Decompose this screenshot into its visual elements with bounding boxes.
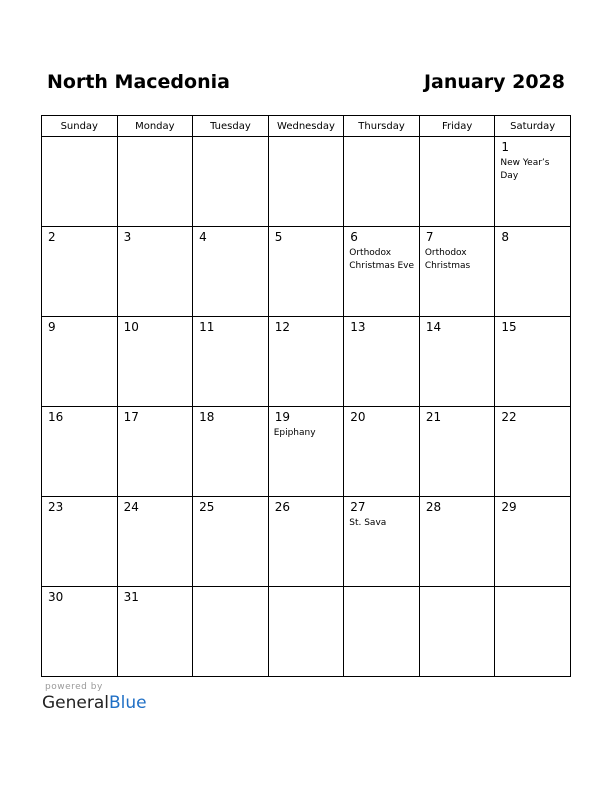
day-cell (42, 587, 118, 677)
day-cell (117, 227, 193, 317)
day-cell (42, 227, 118, 317)
day-number: 8 (501, 230, 510, 244)
day-cell (344, 407, 420, 497)
day-number: 27 (350, 500, 366, 514)
day-cell (42, 317, 118, 407)
day-cell (419, 587, 495, 677)
country-title: North Macedonia (47, 71, 230, 93)
week-row (42, 137, 571, 227)
week-row (42, 587, 571, 677)
day-cell (193, 587, 269, 677)
week-row (42, 227, 571, 317)
day-cell (193, 317, 269, 407)
day-number: 13 (350, 320, 366, 334)
day-cell (193, 137, 269, 227)
day-number: 4 (199, 230, 207, 244)
day-number: 31 (123, 590, 139, 604)
weekday-header: Monday (117, 116, 193, 137)
day-cell (344, 497, 420, 587)
holiday-label: St. Sava (349, 518, 387, 528)
day-cell (495, 497, 571, 587)
day-cell (117, 317, 193, 407)
day-cell (268, 137, 344, 227)
day-cell (193, 497, 269, 587)
day-cell (419, 407, 495, 497)
day-number: 29 (501, 500, 517, 514)
day-cell (268, 407, 344, 497)
day-number: 15 (501, 320, 517, 334)
weekday-header: Wednesday (268, 116, 344, 137)
day-cell (117, 497, 193, 587)
weekday-header: Tuesday (193, 116, 269, 137)
day-cell (193, 407, 269, 497)
day-cell (42, 497, 118, 587)
holiday-label: Orthodox Christmas Eve (349, 248, 415, 271)
day-cell (268, 317, 344, 407)
day-number: 28 (425, 500, 442, 514)
day-number: 10 (123, 320, 139, 334)
day-cell (419, 227, 495, 317)
day-cell (193, 227, 269, 317)
day-number: 5 (274, 230, 283, 244)
holiday-label: Orthodox Christmas (424, 248, 471, 271)
day-cell (495, 317, 571, 407)
weekday-header: Friday (419, 116, 495, 137)
weekday-header: Thursday (344, 116, 420, 137)
day-cell (344, 317, 420, 407)
day-number: 6 (350, 230, 358, 244)
powered-by-label: powered by (45, 682, 103, 692)
day-cell (42, 137, 118, 227)
day-number: 2 (48, 230, 56, 244)
day-cell (495, 137, 571, 227)
weekday-header-row (42, 116, 571, 137)
month-year-title: January 2028 (423, 71, 565, 93)
day-number: 23 (48, 500, 64, 514)
weekday-header: Sunday (42, 116, 118, 137)
holiday-label: Epiphany (273, 428, 316, 438)
day-cell (344, 587, 420, 677)
day-number: 22 (501, 410, 517, 424)
brand-blue-text: Blue (109, 693, 147, 713)
day-number: 14 (425, 320, 442, 334)
day-cell (495, 227, 571, 317)
week-row (42, 497, 571, 587)
day-number: 24 (123, 500, 139, 514)
holiday-label: New Year’s Day (500, 158, 550, 181)
day-cell (268, 227, 344, 317)
day-number: 19 (274, 410, 290, 424)
week-row (42, 407, 571, 497)
day-number: 7 (425, 230, 434, 244)
day-number: 30 (48, 590, 64, 604)
day-cell (419, 317, 495, 407)
day-number: 18 (199, 410, 215, 424)
day-number: 25 (199, 500, 215, 514)
day-number: 3 (123, 230, 132, 244)
day-cell (117, 587, 193, 677)
day-cell (419, 497, 495, 587)
day-cell (495, 587, 571, 677)
day-number: 12 (274, 320, 290, 334)
weekday-header: Saturday (495, 116, 571, 137)
day-cell (268, 497, 344, 587)
day-cell (117, 137, 193, 227)
generalblue-logo[interactable] (42, 693, 147, 713)
day-cell (268, 587, 344, 677)
day-number: 11 (199, 320, 215, 334)
calendar-grid (41, 115, 571, 677)
day-cell (419, 137, 495, 227)
day-number: 20 (350, 410, 366, 424)
day-number: 21 (425, 410, 442, 424)
day-number: 26 (274, 500, 290, 514)
day-cell (344, 227, 420, 317)
day-cell (42, 407, 118, 497)
day-cell (117, 407, 193, 497)
day-number: 9 (48, 320, 56, 334)
week-row (42, 317, 571, 407)
day-number: 16 (48, 410, 64, 424)
day-cell (495, 407, 571, 497)
day-cell (344, 137, 420, 227)
day-number: 17 (123, 410, 139, 424)
brand-general-text: General (42, 693, 109, 713)
day-number: 1 (501, 140, 510, 154)
